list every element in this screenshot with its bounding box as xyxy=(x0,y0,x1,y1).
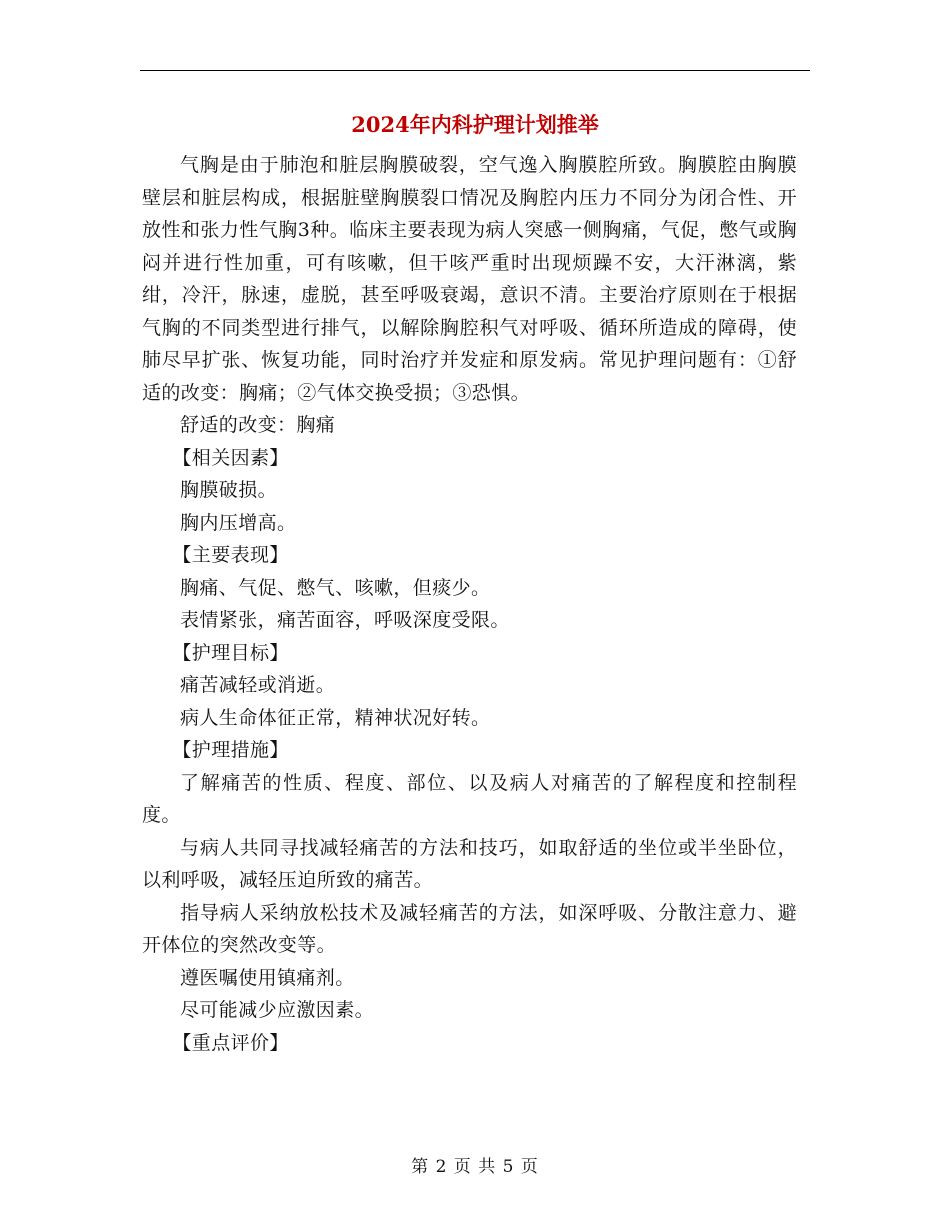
document-body xyxy=(142,149,797,1059)
list-item: 胸痛、气促、憋气、咳嗽，但痰少。 xyxy=(180,576,491,599)
section-heading-nursing-measures: 【护理措施】 xyxy=(172,739,289,761)
list-item: 痛苦减轻或消逝。 xyxy=(180,674,336,696)
section-heading-main-manifestations: 【主要表现】 xyxy=(172,544,289,566)
problem-label: 舒适的改变：胸痛 xyxy=(180,414,336,436)
section-heading-key-evaluation: 【重点评价】 xyxy=(172,1031,289,1054)
list-item: 指导病人采纳放松技术及减轻痛苦的方法，如深呼吸、分散注意力、避开体位的突然改变等。 xyxy=(142,901,797,956)
list-item: 表情紧张，痛苦面容，呼吸深度受限。 xyxy=(180,609,510,631)
list-item: 尽可能减少应激因素。 xyxy=(180,999,375,1021)
list-item: 胸内压增高。 xyxy=(180,511,297,534)
list-item: 与病人共同寻找减轻痛苦的方法和技巧，如取舒适的坐位或半坐卧位，以利呼吸，减轻压迫所致的痛苦。 xyxy=(142,836,797,891)
section-heading-related-factors: 【相关因素】 xyxy=(172,446,289,469)
document-title: 2024年内科护理计划推举 xyxy=(351,112,599,137)
intro-paragraph: 气胸是由于肺泡和脏层胸膜破裂，空气逸入胸膜腔所致。胸膜腔由胸膜壁层和脏层构成，根据脏壁胸膜裂口情况及胸腔内压力不同分为闭合性、开放性和张力性气胸3种。临床主要表现为病人突感一侧胸痛，气促，憋气或胸闷并进行性加重，可有咳嗽，但干咳严重时出现烦躁不安，大汗淋漓，紫绀，冷汗，脉速，虚脱，甚至呼吸衰竭，意识不清。主要治疗原则在于根据气胸的不同类型进行排气，以解除胸腔积气对呼吸、循环所造成的障碍，使肺尽早扩张、恢复功能，同时治疗并发症和原发病。常见护理问题有：①舒适的改变：胸痛；②气体交换受损；③恐惧。 xyxy=(142,154,797,404)
list-item: 胸膜破损。 xyxy=(180,479,278,501)
section-heading-nursing-goals: 【护理目标】 xyxy=(172,641,289,664)
list-item: 了解痛苦的性质、程度、部位、以及病人对痛苦的了解程度和控制程度。 xyxy=(142,771,797,826)
list-item: 遵医嘱使用镇痛剂。 xyxy=(180,966,355,989)
list-item: 病人生命体征正常，精神状况好转。 xyxy=(180,706,491,729)
header-rule xyxy=(140,70,810,71)
page-number-footer: 第 2 页 共 5 页 xyxy=(411,1157,539,1177)
